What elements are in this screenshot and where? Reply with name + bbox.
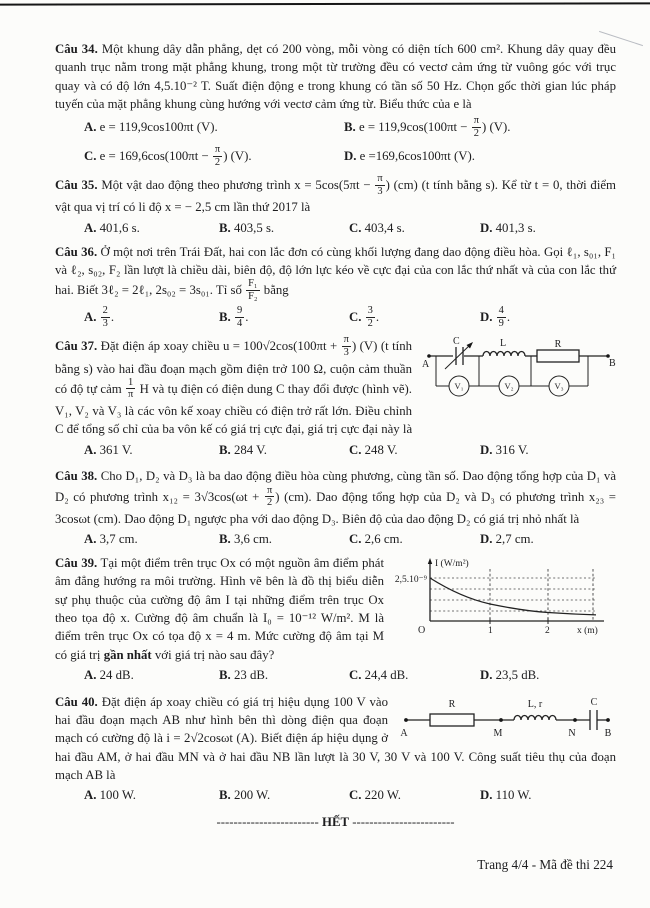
answer-label-a: A. <box>84 442 97 457</box>
answer-text-c: 24,4 dB. <box>364 667 409 682</box>
resistor-symbol <box>430 714 474 726</box>
question-39-answers <box>55 667 616 685</box>
inductor-label: L <box>500 338 507 350</box>
answer-label-d: D. <box>480 442 493 457</box>
answer-option-c <box>349 531 480 549</box>
answer-label-a: A. <box>84 532 97 547</box>
answer-label-a: A. <box>84 120 97 135</box>
node-n-label: N <box>568 727 576 739</box>
node-b-label: B <box>604 727 612 739</box>
question-38 <box>55 467 616 549</box>
question-40-body: Đặt điện áp xoay chiều có giá trị hiệu dụng 100 V vào hai đầu đoạn mạch AB như hình bên thì dòng điện qua đoạn mạch có cường độ là i = 2√2cosωt (A). Biết điện áp hiệu dụng ở hai đầu AM, ở hai đầu MN và ở hai đầu NB lần lượt là 30 V, 30 V và 100 V. Công suất tiêu thụ của đoạn mạch AB là <box>55 694 616 782</box>
answer-label-c: C. <box>349 788 362 803</box>
capacitor-label: C <box>453 336 460 348</box>
answer-option-a <box>84 220 219 238</box>
answer-text-b: e = 119,9cos(100πt − $\frac{\pi}{2}$ ) (V). <box>358 115 511 139</box>
answer-option-d <box>480 306 616 330</box>
node-m-dot <box>499 718 503 722</box>
question-40-number: Câu 40. <box>55 694 98 709</box>
answer-label-d: D. <box>480 532 493 547</box>
question-38-text <box>55 467 616 528</box>
answer-text-d: $\frac{4}{9}$ . <box>498 305 511 329</box>
question-34-number: Câu 34. <box>55 42 98 56</box>
answer-label-d: D. <box>344 149 357 164</box>
graph-x-tick-1: 1 <box>488 626 493 636</box>
question-36 <box>55 243 616 331</box>
question-38-body: Cho D₁, D₂ và D₃ là ba dao động điều hòa cùng phương, cùng tần số. Dao động tổng hợp của D₁ và D₂ có phương trình x₁₂ = 3√3cos(ωt + $\frac{\pi}{2}$ ) (cm). Dao động tổng hợp của D₂ và D₃ có phương trình x₂₃ = 3cosωt (cm). Dao động D₁ ngược pha với dao động D₃. Biên độ của dao động D₂ có giá trị nhỏ nhất là <box>55 469 616 526</box>
capacitor-label: C <box>590 696 598 708</box>
question-39 <box>55 554 616 688</box>
node-a-label: A <box>422 359 430 371</box>
answer-text-a: 3,7 cm. <box>99 532 138 547</box>
voltmeter-v2-label: V₂ <box>504 381 514 392</box>
answer-text-b: $\frac{9}{4}$ . <box>236 305 249 329</box>
answer-label-b: B. <box>219 310 231 325</box>
answer-label-b: B. <box>219 220 231 235</box>
question-35-text <box>55 174 616 216</box>
answer-text-b: 3,6 cm. <box>233 532 272 547</box>
answer-option-c <box>349 442 480 460</box>
voltmeter-v1-label: V₁ <box>454 381 464 392</box>
answer-label-d: D. <box>480 220 493 235</box>
answer-option-b <box>219 787 349 805</box>
question-40-answers <box>55 787 616 805</box>
graph-origin-label: O <box>418 625 426 636</box>
answer-label-a: A. <box>84 667 97 682</box>
answer-label-d: D. <box>480 788 493 803</box>
question-35-body: Một vật dao động theo phương trình x = 5cos(5πt − $\frac{\pi}{3}$ ) (cm) (t tính bằng s). Kể từ t = 0, thời điểm vật qua vị trí có li độ x = − 2,5 cm lần thứ 2017 là <box>55 173 617 215</box>
answer-option-d <box>480 667 616 685</box>
question-34-answers <box>55 116 616 169</box>
question-36-number: Câu 36. <box>55 244 98 259</box>
answer-text-c: e = 169,6cos(100πt − $\frac{\pi}{2}$ ) (V). <box>99 144 252 168</box>
answer-text-a: 361 V. <box>99 442 133 457</box>
answer-option-c <box>349 220 480 238</box>
question-34 <box>55 40 616 169</box>
question-36-answers <box>55 306 616 330</box>
question-37-answers <box>55 442 616 460</box>
graph-gridlines <box>430 569 596 621</box>
answer-text-a: e = 119,9cos100πt (V). <box>99 120 218 135</box>
answer-text-b: 403,5 s. <box>233 220 275 235</box>
answer-text-a: $\frac{2}{3}$ . <box>102 305 115 329</box>
answer-label-c: C. <box>84 149 97 164</box>
graph-x-tick-2: 2 <box>545 626 550 636</box>
answer-option-d <box>480 442 616 460</box>
answer-text-a: 401,6 s. <box>99 220 140 235</box>
rlc-circuit-figure <box>398 694 616 744</box>
answer-text-d: 401,3 s. <box>495 220 536 235</box>
answer-option-b <box>219 442 349 460</box>
answer-text-c: 2,6 cm. <box>364 532 403 547</box>
inductor-symbol <box>483 352 525 357</box>
answer-option-c <box>349 306 480 330</box>
answer-label-c: C. <box>349 667 362 682</box>
answer-label-b: B. <box>344 120 356 135</box>
answer-label-a: A. <box>84 788 97 803</box>
answer-text-b: 200 W. <box>233 788 271 803</box>
voltmeter-v1 <box>449 376 469 396</box>
answer-text-a: 24 dB. <box>99 667 134 682</box>
node-b-dot <box>606 718 610 722</box>
answer-option-d <box>480 531 616 549</box>
answer-label-b: B. <box>219 532 231 547</box>
answer-option-a <box>84 531 219 549</box>
question-34-text <box>55 40 616 113</box>
answer-label-b: B. <box>219 442 231 457</box>
intensity-curve <box>430 578 596 615</box>
question-36-body: Ở một nơi trên Trái Đất, hai con lắc đơn có cùng khối lượng đang dao động điều hòa. Gọi ℓ₁, s₀₁, F₁ và ℓ₂, s₀₂, F₂ lần lượt là chiều dài, biên độ, độ lớn lực kéo về cực đại của con lắc thứ nhất và của con lắc thứ hai. Biết 3ℓ₂ = 2ℓ₁, 2s₀₂ = 3s₀₁. Tỉ số $\frac{\text{F₁}}{\text{F₂}}$ bằng <box>55 244 616 302</box>
node-m-label: M <box>493 727 503 739</box>
answer-text-d: e =169,6cos100πt (V). <box>359 149 475 164</box>
question-36-text <box>55 243 616 304</box>
question-35-number: Câu 35. <box>55 178 98 193</box>
answer-option-a <box>84 306 219 330</box>
answer-option-a <box>84 667 219 685</box>
end-dashes-right: ------------------------ <box>352 815 455 830</box>
answer-option-b <box>344 116 616 140</box>
answer-option-a <box>84 119 344 137</box>
answer-label-d: D. <box>480 310 493 325</box>
answer-text-c: $\frac{3}{2}$ . <box>367 305 380 329</box>
question-39-number: Câu 39. <box>55 556 98 571</box>
answer-option-c <box>84 145 344 169</box>
answer-label-c: C. <box>349 532 362 547</box>
answer-option-a <box>84 442 219 460</box>
answer-text-c: 248 V. <box>364 442 398 457</box>
voltmeter-v2 <box>499 376 519 396</box>
question-37-body: Đặt điện áp xoay chiều u = 100√2cos(100πt + $\frac{\pi}{3}$ ) (V) (t tính bằng s) vào hai đầu đoạn mạch gồm điện trở 100 Ω, cuộn cảm thuần có độ tự cảm $\frac{1}{\pi}$ H và tụ điện có điện dung C thay đổi được (hình vẽ). V₁, V₂ và V₃ là các vôn kế xoay chiều có điện trở rất lớn. Điều chỉnh C để tổng số chỉ của ba vôn kế có giá trị cực đại, giá trị cực đại này là <box>55 334 413 437</box>
voltmeter-v3-label: V₃ <box>554 381 564 392</box>
answer-text-b: 23 dB. <box>233 667 269 682</box>
question-37 <box>55 335 616 462</box>
answer-text-d: 110 W. <box>495 788 532 803</box>
graph-y-axis-label: I (W/m²) <box>435 559 469 570</box>
answer-text-c: 403,4 s. <box>364 220 405 235</box>
voltmeter-v3 <box>549 376 569 396</box>
page-footer: Trang 4/4 - Mã đề thi 224 <box>477 857 613 872</box>
node-n-dot <box>573 718 577 722</box>
answer-option-b <box>219 531 349 549</box>
resistor-label: R <box>554 339 562 351</box>
answer-label-c: C. <box>349 442 362 457</box>
answer-text-d: 23,5 dB. <box>495 667 540 682</box>
answer-option-a <box>84 787 219 805</box>
answer-option-b <box>219 220 349 238</box>
node-a-dot <box>404 718 408 722</box>
node-b-label: B <box>609 358 616 370</box>
answer-option-d <box>480 220 616 238</box>
graph-x-axis-label: x (m) <box>577 626 598 636</box>
answer-text-d: 2,7 cm. <box>495 532 534 547</box>
resistor-label: R <box>448 698 456 710</box>
answer-text-a: 100 W. <box>99 788 136 803</box>
intensity-graph-figure <box>394 555 616 635</box>
question-38-number: Câu 38. <box>55 469 98 484</box>
answer-option-d <box>344 148 616 166</box>
answer-option-c <box>349 667 480 685</box>
answer-option-b <box>219 306 349 330</box>
question-34-body: Một khung dây dẫn phẳng, dẹt có 200 vòng, mỗi vòng có diện tích 600 cm². Khung dây quay đều quanh trục nằm trong mặt phẳng khung, trong một từ trường đều có vectơ cảm ứng từ vuông góc với trục quay và có độ lớn 4,5.10⁻² T. Suất điện động e trong khung có tần số 50 Hz. Chọn gốc thời gian lúc pháp tuyến của mặt phẳng khung cùng hướng với vectơ cảm ứng từ. Biểu thức của e là <box>55 42 616 111</box>
question-35 <box>55 174 616 237</box>
answer-label-a: A. <box>84 310 97 325</box>
inductor-symbol <box>514 715 556 720</box>
answer-label-b: B. <box>219 667 231 682</box>
question-35-answers <box>55 220 616 238</box>
voltmeter-circuit-figure <box>422 336 616 400</box>
inductor-label: L, r <box>527 698 543 710</box>
answer-option-c <box>349 787 480 805</box>
answer-label-b: B. <box>219 788 231 803</box>
end-of-test-marker <box>55 815 616 830</box>
question-40 <box>55 693 616 808</box>
answer-option-b <box>219 667 349 685</box>
terminal-a-dot <box>427 355 431 359</box>
resistor-symbol <box>537 350 579 362</box>
answer-label-d: D. <box>480 667 493 682</box>
answer-text-d: 316 V. <box>495 442 529 457</box>
answer-label-c: C. <box>349 310 362 325</box>
answer-text-c: 220 W. <box>364 788 401 803</box>
question-39-body: Tại một điểm trên trục Ox có một nguồn âm điểm phát âm đẳng hướng ra môi trường. Hình vẽ bên là đồ thị biểu diễn sự phụ thuộc của cường độ âm I tại những điểm trên trục Ox theo tọa độ x. Cường độ âm chuẩn là I₀ = 10⁻¹² W/m². M là điểm trên trục Ox có tọa độ x = 4 m. Mức cường độ âm tại M có giá trị gần nhất với giá trị nào sau đây? <box>55 556 385 662</box>
graph-y-tick-label: 2,5.10⁻⁹ <box>394 575 427 586</box>
question-37-number: Câu 37. <box>55 339 98 354</box>
capacitor-symbol <box>590 710 597 730</box>
question-38-answers <box>55 531 616 549</box>
answer-label-c: C. <box>349 220 362 235</box>
answer-option-d <box>480 787 616 805</box>
scan-edge-line <box>0 2 650 5</box>
answer-label-a: A. <box>84 220 97 235</box>
node-a-label: A <box>400 727 408 739</box>
end-label: HẾT <box>321 815 350 830</box>
answer-text-b: 284 V. <box>233 442 267 457</box>
end-dashes-left: ------------------------ <box>216 815 319 830</box>
